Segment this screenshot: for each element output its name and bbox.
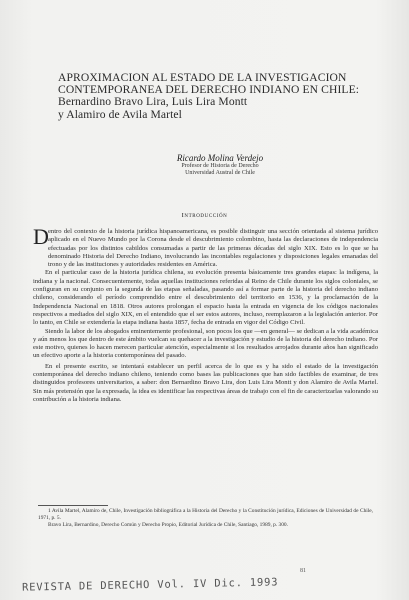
- body-text: [33, 224, 378, 404]
- paragraph: Siendo la labor de los abogados eminentemente profesional, son pocos los que —en general— se dedican a la vida académica y aún menos los que dentro de este ámbito vuelcan su quehacer a la investigación y estudio de la historia del derecho indiano. Por este motivo, quienes lo hacen merecen particular atención, especialmente si los resultados arrojados durante años han significado un efectivo aporte a la historia contemporánea del pasado.: [33, 327, 378, 360]
- title-line: Bernardino Bravo Lira, Luis Lira Montt: [58, 95, 248, 109]
- author-affiliation: Profesor de Historia de Derecho: [181, 163, 259, 169]
- footnote: Bravo Lira, Bernardino, Derecho Común y Derecho Propio, Editorial Jurídica de Chile, Santiago, 1989, p. 300.: [48, 522, 288, 528]
- paragraph: entro del contexto de la historia jurídica hispanoamericana, es posible distinguir una sección orientada al sistema jurídico aplicado en el Nuevo Mundo por la Corona desde el descubrimiento colombino, hasta las declaraciones de independencia efectuadas por los distintos cabildos consumadas a partir de las primeras décadas del siglo XIX. Esto es lo que se ha denominado Historia del Derecho Indiano, involucrando las incontables regulaciones y disposiciones legales emanadas del trono y de las instituciones y autoridades residentes en América.: [48, 228, 378, 269]
- author-block: [150, 153, 290, 177]
- paragraph: En el presente escrito, se intentará establecer un perfil acerca de lo que es y ha sido el estado de la investigación contemporánea del derecho indiano chileno, teniendo como bases las publicaciones que han sido factibles de examinar, de tres distinguidos profesores universitarios, a saber: don Bernardino Bravo Lira, don Luis Lira Montt y don Alamiro de Avila Martel. Sin más pretensión que la expresada, la idea es identificar las respectivas áreas de trabajo con el fin de caracterizarlas valorando su contribución a la historia indiana.: [33, 362, 378, 403]
- page-number: 81: [300, 568, 306, 574]
- article-title: [58, 72, 358, 121]
- paragraph: En el particular caso de la historia jurídica chilena, su evolución presenta básicamente tres grandes etapas: la indígena, la indiana y la nacional. Consecuentemente, todas aquellas instituciones referidas al Reino de Chile durante los siglos coloniales, se configuran en su conjunto en la segunda de las etapas señaladas, pasando así a formar parte de la historia del derecho indiano chileno, considerando el período comprendido entre el descubrimiento del territorio en 1536, y la proclamación de la Independencia Nacional en 1818. Otros autores prolongan el espacio hasta la entrada en vigencia de los códigos nacionales respectivos a mediados del siglo XIX, en el entendido que el ser estos autores, incluso, reemplazaron a la legislación anterior. Por lo tanto, en Chile se extendería la etapa indiana hasta 1857, fecha de entrada en vigor del Código Civil.: [33, 269, 378, 327]
- section-heading: Introducción: [181, 212, 228, 219]
- handwritten-annotation: REVISTA DE DERECHO Vol. IV Dic. 1993: [21, 576, 279, 594]
- footnote: 1 Avila Martel, Alamiro de, Chile, Investigación bibliográfica a la Historia del Derecho y la Constitución jurídica, Ediciones de Universidad de Chile, 1971, p. 5.: [38, 508, 373, 521]
- author-affiliation: Universidad Austral de Chile: [185, 170, 255, 176]
- title-line: APROXIMACION AL ESTADO DE LA INVESTIGACION: [58, 71, 347, 84]
- footnotes: [38, 508, 373, 529]
- title-line: y Alamiro de Avila Martel: [58, 107, 182, 121]
- author-name: Ricardo Molina Verdejo: [176, 153, 264, 163]
- title-line: CONTEMPORANEA DEL DERECHO INDIANO EN CHILE:: [58, 83, 360, 97]
- drop-cap: D: [33, 224, 49, 249]
- footnote-divider: [38, 505, 108, 506]
